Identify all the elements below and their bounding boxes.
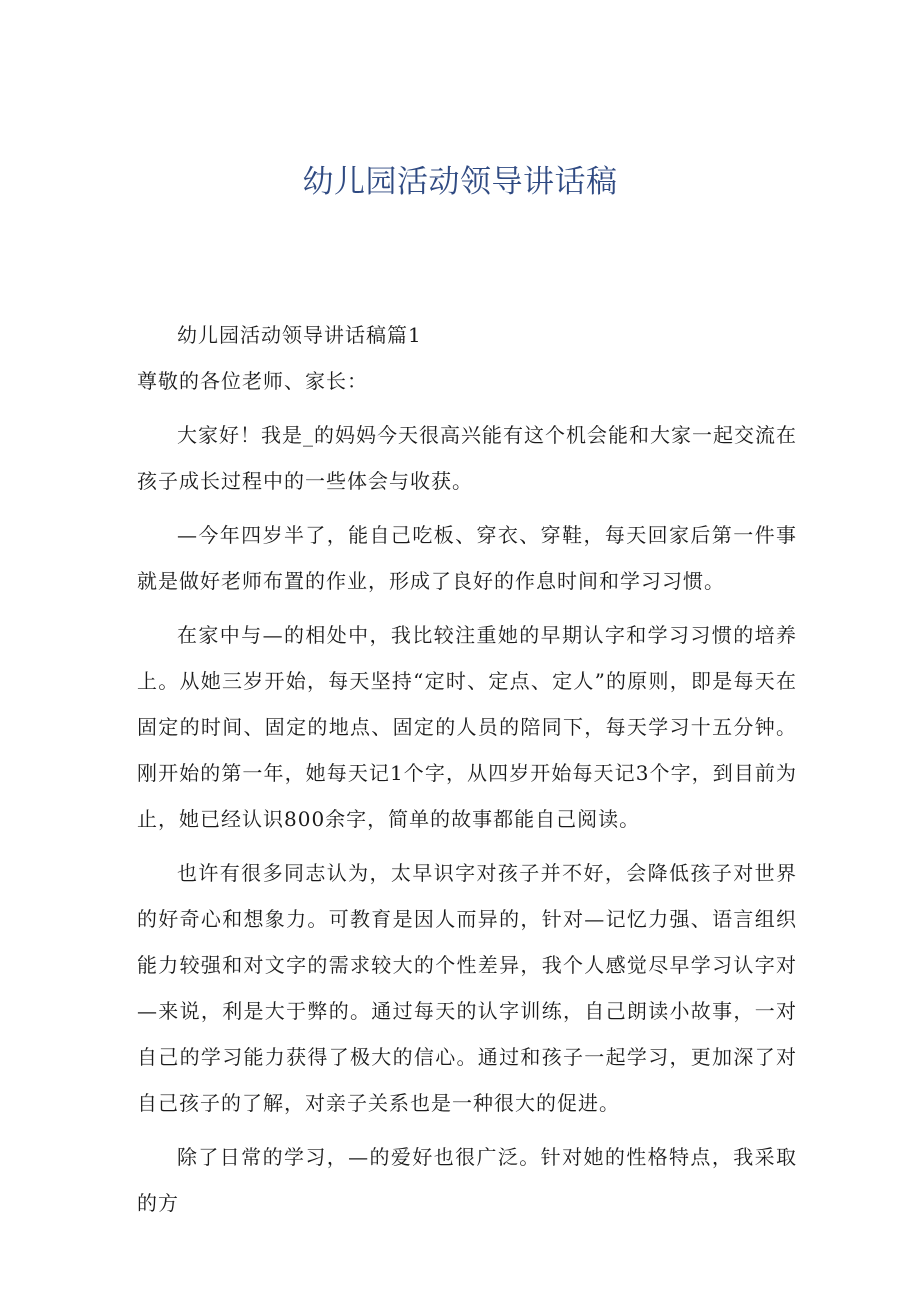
section-heading: 幼儿园活动领导讲话稿篇1 bbox=[177, 323, 422, 347]
paragraph-3: 在家中与—的相处中，我比较注重她的早期认字和学习习惯的培养上。从她三岁开始，每天坚持“定时、定点、定人”的原则，即是每天在固定的时间、固定的地点、固定的人员的陪同下，每天学习十五分钟。刚开始的第一年，她每天记1个字，从四岁开始每天记3个字，到目前为止，她已经认识800余字，简单的故事都能自己阅读。 bbox=[137, 623, 797, 831]
paragraph-5: 除了日常的学习，—的爱好也很广泛。针对她的性格特点，我采取的方 bbox=[137, 1145, 797, 1215]
salutation: 尊敬的各位老师、家长： bbox=[137, 369, 368, 393]
paragraph-2: —今年四岁半了，能自己吃板、穿衣、穿鞋，每天回家后第一件事就是做好老师布置的作业，形成了良好的作息时间和学习习惯。 bbox=[137, 523, 797, 593]
paragraph-1: 大家好！我是_的妈妈今天很高兴能有这个机会能和大家一起交流在孩子成长过程中的一些体会与收获。 bbox=[137, 423, 797, 493]
paragraph-4: 也许有很多同志认为，太早识字对孩子并不好，会降低孩子对世界的好奇心和想象力。可教育是因人而异的，针对—记忆力强、语言组织能力较强和对文字的需求较大的个性差异，我个人感觉尽早学习认字对—来说，利是大于弊的。通过每天的认字训练，自己朗读小故事，一对自己的学习能力获得了极大的信心。通过和孩子一起学习，更加深了对自己孩子的了解，对亲子关系也是一种很大的促进。 bbox=[137, 861, 797, 1115]
document-body bbox=[137, 312, 797, 1226]
document-title: 幼儿园活动领导讲话稿 bbox=[302, 164, 618, 200]
